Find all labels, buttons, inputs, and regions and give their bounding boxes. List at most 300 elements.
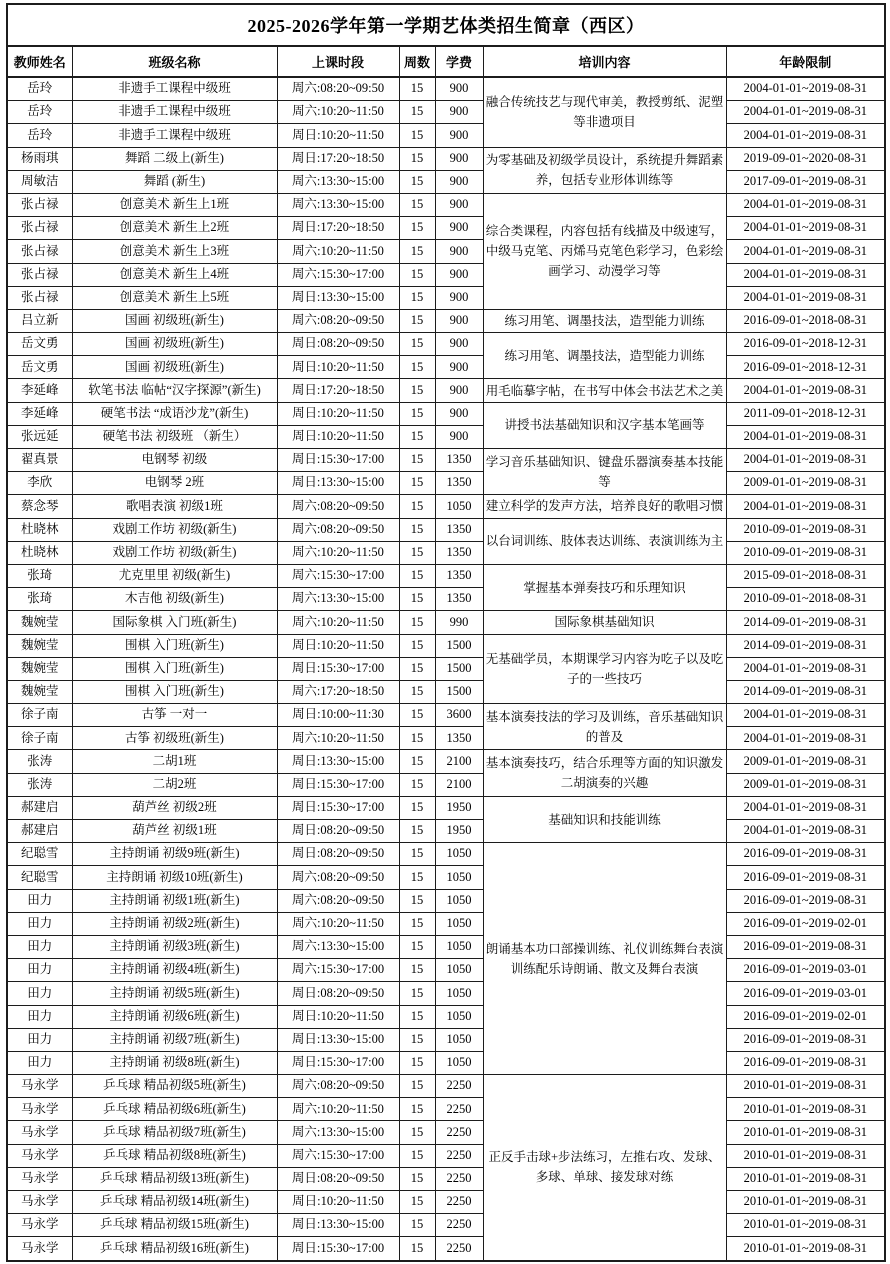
cell-age-limit: 2010-01-01~2019-08-31	[726, 1144, 885, 1167]
cell-class-name: 国画 初级班(新生)	[72, 309, 277, 332]
cell-fee: 900	[435, 402, 483, 425]
cell-class-name: 围棋 入门班(新生)	[72, 657, 277, 680]
cell-weeks: 15	[399, 356, 435, 379]
cell-teacher: 杜晓林	[7, 518, 72, 541]
cell-time: 周日:10:20~11:50	[277, 634, 399, 657]
cell-weeks: 15	[399, 1144, 435, 1167]
cell-training-content: 建立科学的发声方法，培养良好的歌唱习惯	[483, 495, 726, 518]
table-row	[7, 657, 885, 680]
cell-weeks: 15	[399, 935, 435, 958]
cell-time: 周日:10:20~11:50	[277, 1005, 399, 1028]
cell-weeks: 15	[399, 1214, 435, 1237]
cell-teacher: 岳玲	[7, 124, 72, 147]
cell-weeks: 15	[399, 820, 435, 843]
table-row	[7, 680, 885, 703]
cell-teacher: 田力	[7, 1005, 72, 1028]
table-row	[7, 704, 885, 727]
cell-age-limit: 2014-09-01~2019-08-31	[726, 634, 885, 657]
cell-weeks: 15	[399, 379, 435, 402]
cell-fee: 2250	[435, 1191, 483, 1214]
page-title: 2025-2026学年第一学期艺体类招生简章（西区）	[7, 4, 885, 46]
cell-fee: 900	[435, 240, 483, 263]
cell-time: 周日:08:20~09:50	[277, 820, 399, 843]
cell-fee: 900	[435, 356, 483, 379]
cell-age-limit: 2016-09-01~2019-08-31	[726, 935, 885, 958]
cell-teacher: 魏婉莹	[7, 634, 72, 657]
cell-age-limit: 2016-09-01~2019-03-01	[726, 959, 885, 982]
cell-age-limit: 2004-01-01~2019-08-31	[726, 727, 885, 750]
cell-teacher: 马永学	[7, 1191, 72, 1214]
cell-age-limit: 2016-09-01~2019-08-31	[726, 889, 885, 912]
cell-time: 周日:17:20~18:50	[277, 147, 399, 170]
cell-time: 周日:08:20~09:50	[277, 1167, 399, 1190]
cell-weeks: 15	[399, 1098, 435, 1121]
cell-weeks: 15	[399, 518, 435, 541]
cell-teacher: 徐子南	[7, 727, 72, 750]
cell-weeks: 15	[399, 704, 435, 727]
cell-fee: 990	[435, 611, 483, 634]
cell-weeks: 15	[399, 1028, 435, 1051]
cell-fee: 2250	[435, 1098, 483, 1121]
cell-teacher: 周敏洁	[7, 170, 72, 193]
table-row	[7, 1237, 885, 1261]
cell-time: 周日:08:20~09:50	[277, 333, 399, 356]
table-row	[7, 309, 885, 332]
cell-time: 周六:10:20~11:50	[277, 611, 399, 634]
table-row	[7, 912, 885, 935]
cell-time: 周六:10:20~11:50	[277, 101, 399, 124]
cell-age-limit: 2004-01-01~2019-08-31	[726, 657, 885, 680]
cell-time: 周六:08:20~09:50	[277, 77, 399, 101]
cell-time: 周日:13:30~15:00	[277, 286, 399, 309]
cell-teacher: 张琦	[7, 564, 72, 587]
cell-teacher: 郝建启	[7, 820, 72, 843]
table-row	[7, 240, 885, 263]
cell-teacher: 李欣	[7, 472, 72, 495]
cell-class-name: 二胡2班	[72, 773, 277, 796]
cell-time: 周六:10:20~11:50	[277, 727, 399, 750]
cell-weeks: 15	[399, 240, 435, 263]
cell-class-name: 主持朗诵 初级4班(新生)	[72, 959, 277, 982]
cell-fee: 2250	[435, 1121, 483, 1144]
cell-class-name: 围棋 入门班(新生)	[72, 634, 277, 657]
cell-time: 周日:08:20~09:50	[277, 843, 399, 866]
cell-time: 周六:13:30~15:00	[277, 193, 399, 216]
cell-teacher: 杨雨琪	[7, 147, 72, 170]
cell-weeks: 15	[399, 217, 435, 240]
cell-time: 周六:17:20~18:50	[277, 680, 399, 703]
cell-training-content: 基础知识和技能训练	[483, 796, 726, 842]
cell-age-limit: 2010-09-01~2019-08-31	[726, 518, 885, 541]
cell-weeks: 15	[399, 402, 435, 425]
cell-class-name: 乒乓球 精品初级8班(新生)	[72, 1144, 277, 1167]
table-row	[7, 1098, 885, 1121]
cell-teacher: 张涛	[7, 773, 72, 796]
table-row	[7, 147, 885, 170]
cell-teacher: 魏婉莹	[7, 657, 72, 680]
cell-class-name: 主持朗诵 初级10班(新生)	[72, 866, 277, 889]
cell-time: 周六:10:20~11:50	[277, 240, 399, 263]
table-row	[7, 1214, 885, 1237]
cell-age-limit: 2015-09-01~2018-08-31	[726, 564, 885, 587]
cell-time: 周六:13:30~15:00	[277, 588, 399, 611]
cell-weeks: 15	[399, 541, 435, 564]
cell-class-name: 主持朗诵 初级7班(新生)	[72, 1028, 277, 1051]
table-row	[7, 1191, 885, 1214]
cell-age-limit: 2004-01-01~2019-08-31	[726, 379, 885, 402]
cell-age-limit: 2016-09-01~2018-12-31	[726, 333, 885, 356]
cell-fee: 1500	[435, 657, 483, 680]
cell-age-limit: 2016-09-01~2019-03-01	[726, 982, 885, 1005]
cell-class-name: 主持朗诵 初级1班(新生)	[72, 889, 277, 912]
cell-teacher: 纪聪雪	[7, 843, 72, 866]
cell-teacher: 杜晓林	[7, 541, 72, 564]
cell-age-limit: 2016-09-01~2019-02-01	[726, 912, 885, 935]
table-row	[7, 1075, 885, 1098]
cell-class-name: 葫芦丝 初级2班	[72, 796, 277, 819]
cell-teacher: 田力	[7, 889, 72, 912]
cell-age-limit: 2004-01-01~2019-08-31	[726, 286, 885, 309]
cell-age-limit: 2010-01-01~2019-08-31	[726, 1121, 885, 1144]
cell-teacher: 张占禄	[7, 286, 72, 309]
cell-class-name: 歌唱表演 初级1班	[72, 495, 277, 518]
table-row	[7, 449, 885, 472]
cell-fee: 900	[435, 77, 483, 101]
cell-training-content: 无基础学员，本期课学习内容为吃子以及吃子的一些技巧	[483, 634, 726, 704]
cell-age-limit: 2004-01-01~2019-08-31	[726, 217, 885, 240]
cell-weeks: 15	[399, 333, 435, 356]
cell-fee: 2100	[435, 750, 483, 773]
cell-training-content: 基本演奏技法的学习及训练，音乐基础知识的普及	[483, 704, 726, 750]
cell-teacher: 田力	[7, 1028, 72, 1051]
cell-weeks: 15	[399, 170, 435, 193]
cell-weeks: 15	[399, 611, 435, 634]
table-row	[7, 843, 885, 866]
cell-time: 周六:08:20~09:50	[277, 1075, 399, 1098]
cell-fee: 2250	[435, 1167, 483, 1190]
cell-teacher: 魏婉莹	[7, 680, 72, 703]
table-row	[7, 286, 885, 309]
table-row	[7, 124, 885, 147]
cell-fee: 900	[435, 193, 483, 216]
table-row	[7, 495, 885, 518]
cell-weeks: 15	[399, 866, 435, 889]
cell-teacher: 马永学	[7, 1214, 72, 1237]
cell-teacher: 张远延	[7, 425, 72, 448]
cell-training-content: 朗诵基本功口部操训练、礼仪训练舞台表演训练配乐诗朗诵、散文及舞台表演	[483, 843, 726, 1075]
cell-training-content: 用毛临摹字帖，在书写中体会书法艺术之美	[483, 379, 726, 402]
cell-weeks: 15	[399, 634, 435, 657]
cell-teacher: 魏婉莹	[7, 611, 72, 634]
cell-weeks: 15	[399, 309, 435, 332]
cell-weeks: 15	[399, 773, 435, 796]
cell-teacher: 张占禄	[7, 193, 72, 216]
cell-fee: 900	[435, 101, 483, 124]
cell-class-name: 主持朗诵 初级6班(新生)	[72, 1005, 277, 1028]
cell-time: 周日:15:30~17:00	[277, 773, 399, 796]
cell-class-name: 创意美术 新生上4班	[72, 263, 277, 286]
column-header-age-limit: 年龄限制	[726, 46, 885, 77]
table-row	[7, 263, 885, 286]
table-row	[7, 1028, 885, 1051]
cell-teacher: 马永学	[7, 1121, 72, 1144]
cell-class-name: 木吉他 初级(新生)	[72, 588, 277, 611]
cell-time: 周六:13:30~15:00	[277, 170, 399, 193]
cell-weeks: 15	[399, 101, 435, 124]
table-row	[7, 1121, 885, 1144]
cell-age-limit: 2016-09-01~2019-08-31	[726, 866, 885, 889]
cell-time: 周日:17:20~18:50	[277, 379, 399, 402]
cell-class-name: 主持朗诵 初级3班(新生)	[72, 935, 277, 958]
cell-teacher: 田力	[7, 982, 72, 1005]
cell-time: 周日:10:20~11:50	[277, 402, 399, 425]
cell-age-limit: 2009-01-01~2019-08-31	[726, 472, 885, 495]
cell-age-limit: 2004-01-01~2019-08-31	[726, 796, 885, 819]
table-row	[7, 101, 885, 124]
cell-weeks: 15	[399, 147, 435, 170]
cell-class-name: 创意美术 新生上5班	[72, 286, 277, 309]
cell-weeks: 15	[399, 1191, 435, 1214]
cell-weeks: 15	[399, 425, 435, 448]
table-row	[7, 889, 885, 912]
cell-fee: 1500	[435, 680, 483, 703]
cell-time: 周日:10:20~11:50	[277, 425, 399, 448]
cell-weeks: 15	[399, 959, 435, 982]
cell-weeks: 15	[399, 1051, 435, 1074]
cell-weeks: 15	[399, 796, 435, 819]
cell-teacher: 郝建启	[7, 796, 72, 819]
cell-age-limit: 2014-09-01~2019-08-31	[726, 680, 885, 703]
cell-fee: 1050	[435, 495, 483, 518]
cell-teacher: 蔡念琴	[7, 495, 72, 518]
cell-time: 周六:08:20~09:50	[277, 495, 399, 518]
table-header-row	[7, 46, 885, 77]
cell-time: 周六:13:30~15:00	[277, 1121, 399, 1144]
cell-teacher: 李延峰	[7, 402, 72, 425]
cell-class-name: 创意美术 新生上1班	[72, 193, 277, 216]
cell-time: 周六:10:20~11:50	[277, 912, 399, 935]
cell-class-name: 乒乓球 精品初级16班(新生)	[72, 1237, 277, 1261]
cell-class-name: 戏剧工作坊 初级(新生)	[72, 518, 277, 541]
cell-fee: 2250	[435, 1237, 483, 1261]
cell-training-content: 为零基础及初级学员设计，系统提升舞蹈素养，包括专业形体训练等	[483, 147, 726, 193]
cell-time: 周日:15:30~17:00	[277, 796, 399, 819]
cell-time: 周日:10:00~11:30	[277, 704, 399, 727]
cell-age-limit: 2014-09-01~2019-08-31	[726, 611, 885, 634]
cell-class-name: 围棋 入门班(新生)	[72, 680, 277, 703]
table-row	[7, 402, 885, 425]
cell-training-content: 练习用笔、调墨技法，造型能力训练	[483, 309, 726, 332]
table-row	[7, 170, 885, 193]
cell-teacher: 马永学	[7, 1167, 72, 1190]
course-table-body	[7, 77, 885, 1261]
cell-teacher: 岳玲	[7, 77, 72, 101]
cell-fee: 900	[435, 309, 483, 332]
cell-age-limit: 2016-09-01~2019-08-31	[726, 1051, 885, 1074]
cell-teacher: 张占禄	[7, 263, 72, 286]
cell-class-name: 葫芦丝 初级1班	[72, 820, 277, 843]
cell-training-content: 学习音乐基础知识、键盘乐器演奏基本技能等	[483, 449, 726, 495]
cell-class-name: 乒乓球 精品初级15班(新生)	[72, 1214, 277, 1237]
cell-weeks: 15	[399, 657, 435, 680]
cell-age-limit: 2016-09-01~2019-02-01	[726, 1005, 885, 1028]
cell-weeks: 15	[399, 495, 435, 518]
cell-age-limit: 2010-09-01~2018-08-31	[726, 588, 885, 611]
cell-teacher: 田力	[7, 1051, 72, 1074]
cell-class-name: 乒乓球 精品初级6班(新生)	[72, 1098, 277, 1121]
cell-age-limit: 2016-09-01~2018-08-31	[726, 309, 885, 332]
cell-class-name: 二胡1班	[72, 750, 277, 773]
cell-time: 周日:13:30~15:00	[277, 472, 399, 495]
table-row	[7, 959, 885, 982]
cell-fee: 1050	[435, 982, 483, 1005]
cell-class-name: 国画 初级班(新生)	[72, 356, 277, 379]
cell-time: 周六:15:30~17:00	[277, 564, 399, 587]
cell-weeks: 15	[399, 286, 435, 309]
cell-age-limit: 2010-09-01~2019-08-31	[726, 541, 885, 564]
cell-training-content: 基本演奏技巧，结合乐理等方面的知识激发二胡演奏的兴趣	[483, 750, 726, 796]
table-row	[7, 518, 885, 541]
cell-age-limit: 2004-01-01~2019-08-31	[726, 820, 885, 843]
cell-class-name: 硬笔书法 初级班 （新生）	[72, 425, 277, 448]
cell-training-content: 讲授书法基础知识和汉字基本笔画等	[483, 402, 726, 448]
cell-fee: 900	[435, 263, 483, 286]
cell-weeks: 15	[399, 564, 435, 587]
course-roster-table	[6, 3, 886, 1262]
cell-time: 周六:10:20~11:50	[277, 1098, 399, 1121]
table-row	[7, 982, 885, 1005]
cell-age-limit: 2016-09-01~2019-08-31	[726, 1028, 885, 1051]
cell-age-limit: 2004-01-01~2019-08-31	[726, 704, 885, 727]
cell-class-name: 电钢琴 2班	[72, 472, 277, 495]
cell-time: 周日:13:30~15:00	[277, 1214, 399, 1237]
cell-training-content: 综合类课程，内容包括有线描及中级速写，中级马克笔、丙烯马克笔色彩学习，色彩绘画学习、动漫学习等	[483, 193, 726, 309]
cell-weeks: 15	[399, 680, 435, 703]
cell-time: 周日:15:30~17:00	[277, 1237, 399, 1261]
cell-time: 周六:08:20~09:50	[277, 889, 399, 912]
cell-teacher: 马永学	[7, 1075, 72, 1098]
cell-class-name: 非遗手工课程中级班	[72, 101, 277, 124]
cell-time: 周六:10:20~11:50	[277, 541, 399, 564]
cell-training-content: 以台词训练、肢体表达训练、表演训练为主	[483, 518, 726, 564]
cell-weeks: 15	[399, 750, 435, 773]
cell-teacher: 岳文勇	[7, 356, 72, 379]
table-row	[7, 773, 885, 796]
cell-time: 周日:15:30~17:00	[277, 449, 399, 472]
cell-class-name: 软笔书法 临帖“汉字探源”(新生)	[72, 379, 277, 402]
cell-weeks: 15	[399, 124, 435, 147]
cell-teacher: 马永学	[7, 1098, 72, 1121]
cell-training-content: 正反手击球+步法练习，左推右攻、发球、多球、单球、接发球对练	[483, 1075, 726, 1261]
cell-teacher: 马永学	[7, 1237, 72, 1261]
cell-weeks: 15	[399, 982, 435, 1005]
cell-time: 周六:15:30~17:00	[277, 959, 399, 982]
cell-fee: 1050	[435, 843, 483, 866]
cell-class-name: 主持朗诵 初级2班(新生)	[72, 912, 277, 935]
cell-fee: 1050	[435, 889, 483, 912]
table-row	[7, 611, 885, 634]
cell-weeks: 15	[399, 727, 435, 750]
column-header-teacher: 教师姓名	[7, 46, 72, 77]
cell-time: 周六:08:20~09:50	[277, 309, 399, 332]
cell-fee: 1050	[435, 959, 483, 982]
cell-weeks: 15	[399, 193, 435, 216]
cell-weeks: 15	[399, 449, 435, 472]
table-row	[7, 1167, 885, 1190]
table-row	[7, 727, 885, 750]
cell-time: 周日:15:30~17:00	[277, 1051, 399, 1074]
cell-weeks: 15	[399, 1005, 435, 1028]
cell-fee: 1500	[435, 634, 483, 657]
cell-time: 周六:15:30~17:00	[277, 263, 399, 286]
cell-training-content: 融合传统技艺与现代审美，教授剪纸、泥塑等非遗项目	[483, 77, 726, 147]
cell-fee: 1950	[435, 820, 483, 843]
cell-teacher: 田力	[7, 959, 72, 982]
cell-weeks: 15	[399, 1121, 435, 1144]
cell-age-limit: 2016-09-01~2018-12-31	[726, 356, 885, 379]
cell-teacher: 徐子南	[7, 704, 72, 727]
table-row	[7, 472, 885, 495]
cell-teacher: 吕立新	[7, 309, 72, 332]
cell-class-name: 创意美术 新生上3班	[72, 240, 277, 263]
cell-time: 周日:08:20~09:50	[277, 982, 399, 1005]
cell-class-name: 乒乓球 精品初级13班(新生)	[72, 1167, 277, 1190]
table-row	[7, 935, 885, 958]
cell-weeks: 15	[399, 1167, 435, 1190]
cell-age-limit: 2004-01-01~2019-08-31	[726, 263, 885, 286]
cell-fee: 1050	[435, 1051, 483, 1074]
cell-weeks: 15	[399, 263, 435, 286]
cell-age-limit: 2010-01-01~2019-08-31	[726, 1098, 885, 1121]
cell-fee: 1350	[435, 449, 483, 472]
cell-class-name: 国际象棋 入门班(新生)	[72, 611, 277, 634]
title-row	[7, 4, 885, 46]
cell-teacher: 张占禄	[7, 240, 72, 263]
cell-class-name: 舞蹈 二级上(新生)	[72, 147, 277, 170]
table-row	[7, 564, 885, 587]
cell-age-limit: 2004-01-01~2019-08-31	[726, 124, 885, 147]
table-row	[7, 750, 885, 773]
cell-age-limit: 2010-01-01~2019-08-31	[726, 1214, 885, 1237]
cell-teacher: 李延峰	[7, 379, 72, 402]
cell-age-limit: 2004-01-01~2019-08-31	[726, 77, 885, 101]
cell-weeks: 15	[399, 843, 435, 866]
column-header-time: 上课时段	[277, 46, 399, 77]
cell-age-limit: 2016-09-01~2019-08-31	[726, 843, 885, 866]
cell-age-limit: 2004-01-01~2019-08-31	[726, 240, 885, 263]
table-row	[7, 77, 885, 101]
cell-age-limit: 2009-01-01~2019-08-31	[726, 773, 885, 796]
cell-fee: 1050	[435, 1028, 483, 1051]
cell-fee: 900	[435, 147, 483, 170]
table-row	[7, 1144, 885, 1167]
cell-age-limit: 2010-01-01~2019-08-31	[726, 1167, 885, 1190]
cell-fee: 1050	[435, 866, 483, 889]
cell-age-limit: 2019-09-01~2020-08-31	[726, 147, 885, 170]
table-row	[7, 217, 885, 240]
cell-time: 周六:08:20~09:50	[277, 518, 399, 541]
table-row	[7, 193, 885, 216]
cell-class-name: 主持朗诵 初级8班(新生)	[72, 1051, 277, 1074]
cell-age-limit: 2017-09-01~2019-08-31	[726, 170, 885, 193]
cell-time: 周日:10:20~11:50	[277, 1191, 399, 1214]
cell-teacher: 张涛	[7, 750, 72, 773]
cell-fee: 1350	[435, 727, 483, 750]
cell-age-limit: 2004-01-01~2019-08-31	[726, 425, 885, 448]
cell-time: 周日:17:20~18:50	[277, 217, 399, 240]
cell-teacher: 岳玲	[7, 101, 72, 124]
cell-fee: 2250	[435, 1214, 483, 1237]
